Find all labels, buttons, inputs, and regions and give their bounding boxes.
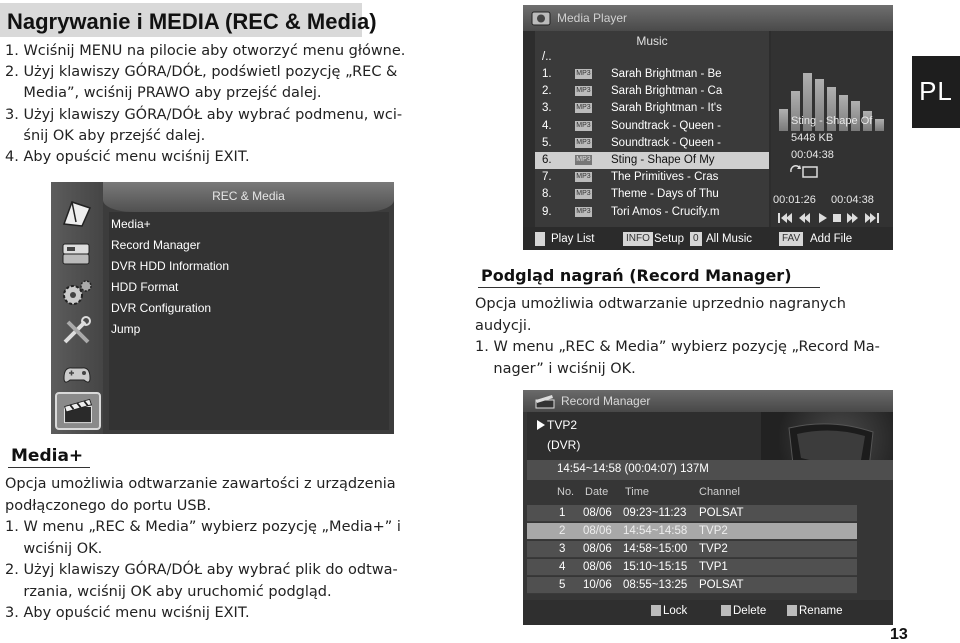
music-row-number: 5.: [542, 136, 552, 149]
clapperboard-icon[interactable]: [55, 392, 101, 430]
music-row[interactable]: [535, 204, 769, 221]
gamepad-icon: [60, 358, 94, 388]
recording-time: 14:58~15:00: [623, 543, 688, 555]
file-size: 5448 KB: [791, 132, 834, 144]
recording-number: 3: [559, 543, 566, 555]
media-plus-line: wciśnij OK.: [5, 540, 103, 557]
rec-menu-item-label: HDD Format: [111, 280, 179, 294]
info-key[interactable]: INFO: [623, 232, 653, 246]
column-header-date: Date: [585, 486, 609, 498]
music-file-list: [535, 31, 769, 227]
recording-time: 08:55~13:25: [623, 579, 688, 591]
lock-key-icon: [651, 605, 661, 616]
recording-channel: TVP1: [699, 561, 728, 573]
music-row-title: Sarah Brightman - It's: [611, 102, 722, 115]
column-header-no: No.: [557, 486, 575, 498]
table-row[interactable]: [527, 505, 857, 522]
record-manager-screenshot: [523, 390, 893, 625]
clapperboard-icon: [533, 393, 557, 409]
intro-step-line: 2. Użyj klawiszy GÓRA/DÓŁ, podświetl pozycję „REC &: [5, 64, 398, 81]
music-row-title: Sarah Brightman - Be: [611, 68, 722, 80]
channel-list-icon: [60, 238, 94, 268]
rec-menu-item-label: DVR Configuration: [111, 301, 212, 315]
delete-key-icon: [721, 605, 731, 616]
music-row-title: Sarah Brightman - Ca: [611, 85, 723, 98]
recording-date: 08/06: [583, 525, 612, 537]
record-manager-footer: [523, 600, 893, 625]
table-row[interactable]: [527, 559, 857, 576]
rec-media-screenshot: [51, 182, 394, 434]
track-duration: 00:04:38: [791, 149, 834, 161]
rename-button[interactable]: Rename: [799, 605, 843, 617]
recording-channel: POLSAT: [699, 507, 744, 519]
table-row[interactable]: [527, 577, 857, 594]
fav-key[interactable]: FAV: [779, 232, 803, 246]
music-row-title: Soundtrack - Queen -: [611, 136, 721, 149]
music-row-number: 4.: [542, 119, 552, 132]
rec-menu-list: [109, 212, 389, 430]
delete-button[interactable]: Delete: [733, 605, 767, 617]
recording-number: 5: [559, 579, 566, 591]
mp3-badge-icon: MP3: [576, 207, 591, 215]
spectrum-bar: [875, 119, 884, 131]
music-row-title: Tori Amos - Crucify.m: [611, 205, 720, 218]
music-row-number: 1.: [542, 68, 552, 80]
mp3-badge-icon: MP3: [576, 138, 591, 146]
recording-date: 08/06: [583, 561, 612, 573]
mp3-badge-icon: MP3: [576, 121, 591, 129]
heading-box: [0, 3, 377, 37]
mp3-badge-icon: MP3: [576, 70, 591, 77]
rec-menu-title: REC & Media: [212, 189, 285, 203]
record-manager-title: Record Manager: [561, 394, 651, 408]
transport-controls[interactable]: [777, 212, 889, 224]
music-row[interactable]: [535, 118, 769, 135]
music-row-number: 7.: [542, 171, 552, 184]
rec-menu-item-label: Media+: [111, 217, 151, 231]
mp3-badge-icon: MP3: [576, 173, 591, 181]
media-player-screenshot: [523, 5, 893, 250]
media-plus-line: Opcja umożliwia odtwarzanie zawartości z urządzenia: [5, 476, 396, 492]
recording-channel: TVP2: [699, 525, 728, 537]
language-tab-label: PL: [919, 76, 953, 106]
record-manager-line: nager” i wciśnij OK.: [475, 360, 636, 377]
recordings-table: [527, 486, 857, 596]
record-manager-line: audycji.: [475, 317, 532, 334]
music-row-number: 3.: [542, 102, 552, 115]
preview-time-bar: [527, 460, 893, 480]
preview-dvr-tag: (DVR): [547, 438, 581, 452]
recording-time: 14:54~14:58: [623, 525, 688, 537]
language-tab: [912, 56, 960, 128]
rec-menu-item-label: DVR HDD Information: [111, 259, 230, 273]
music-row[interactable]: [535, 152, 769, 169]
media-player-titlebar: [523, 5, 893, 31]
media-player-title: Media Player: [557, 11, 628, 25]
spectrum-bar: [779, 109, 788, 131]
intro-step-line: 1. Wciśnij MENU na pilocie aby otworzyć menu główne.: [5, 43, 406, 59]
setup-button[interactable]: Setup: [654, 233, 685, 245]
column-header-time: Time: [625, 486, 650, 498]
rec-menu-item-label: Jump: [111, 322, 141, 336]
intro-step-line: 3. Użyj klawiszy GÓRA/DÓŁ aby wybrać podmenu, wci-: [5, 106, 403, 123]
page-number: 13: [890, 626, 908, 643]
now-playing-title: Sting - Shape Of: [791, 115, 873, 127]
music-row[interactable]: [535, 66, 769, 83]
music-row-number: 2.: [542, 85, 552, 98]
media-plus-line: 2. Użyj klawiszy GÓRA/DÓŁ aby wybrać plik do odtwa-: [5, 562, 398, 578]
now-playing-panel: [771, 31, 893, 227]
play-arrow-icon: [537, 420, 545, 430]
recording-channel: POLSAT: [699, 579, 744, 591]
mp3-badge-icon: MP3: [576, 87, 591, 95]
media-plus-heading: Media+: [11, 446, 84, 466]
music-row-title: The Primitives - Cras: [611, 171, 719, 184]
elapsed-time: 00:01:26: [773, 194, 816, 206]
column-header-channel: Channel: [699, 486, 740, 498]
music-row[interactable]: [535, 100, 769, 117]
gears-icon: [60, 278, 94, 308]
music-row-title: Soundtrack - Queen -: [611, 119, 721, 132]
lock-button[interactable]: Lock: [663, 605, 688, 617]
media-player-icon: [531, 9, 551, 27]
intro-step-line: śnij OK aby przejść dalej.: [5, 127, 206, 144]
music-row[interactable]: [535, 186, 769, 203]
recording-date: 08/06: [583, 543, 612, 555]
record-manager-description: [475, 294, 915, 380]
intro-steps: [5, 41, 465, 168]
recording-time: 15:10~15:15: [623, 561, 688, 573]
intro-step-line: 4. Aby opuścić menu wciśnij EXIT.: [5, 149, 250, 166]
mp3-badge-icon: MP3: [576, 190, 591, 198]
record-manager-line: Opcja umożliwia odtwarzanie uprzednio nagranych: [475, 296, 846, 312]
media-plus-description: [5, 474, 460, 625]
recording-time: 09:23~11:23: [623, 507, 687, 519]
recording-number: 1: [559, 507, 566, 519]
recording-date: 08/06: [583, 507, 612, 519]
music-row-number: 8.: [542, 188, 552, 201]
record-manager-heading: Podgląd nagrań (Record Manager): [481, 266, 792, 285]
music-row[interactable]: [535, 83, 769, 100]
rename-key-icon: [787, 605, 797, 616]
music-row[interactable]: [535, 169, 769, 186]
media-player-footer: [523, 227, 893, 250]
table-row[interactable]: [527, 541, 857, 558]
recording-number: 2: [559, 525, 566, 537]
rec-menu-header: [103, 182, 394, 212]
music-row-number: 9.: [542, 205, 552, 218]
preview-time-info: 14:54~14:58 (00:04:07) 137M: [557, 463, 709, 475]
recording-date: 10/06: [583, 579, 612, 591]
zero-key[interactable]: 0: [690, 232, 702, 246]
record-manager-line: 1. W menu „REC & Media” wybierz pozycję „Record Ma-: [475, 339, 880, 355]
media-plus-line: 1. W menu „REC & Media” wybierz pozycję „Media+” i: [5, 519, 401, 535]
parent-directory-label: /..: [542, 51, 552, 63]
music-row-title: Theme - Days of Thu: [611, 188, 719, 201]
media-plus-line: 3. Aby opuścić menu wciśnij EXIT.: [5, 605, 250, 621]
play-list-key-icon: [535, 232, 545, 246]
music-row-title: Sting - Shape Of My: [611, 154, 715, 166]
record-manager-heading-rule: [478, 287, 820, 288]
media-plus-line: rzania, wciśnij OK aby uruchomić podgląd.: [5, 583, 332, 600]
rec-menu-item-label: Record Manager: [111, 238, 201, 252]
music-row-number: 6.: [542, 154, 552, 166]
installation-icon: [60, 198, 94, 228]
parent-directory-row[interactable]: [535, 49, 769, 66]
preview-channel: TVP2: [547, 418, 578, 432]
all-music-button[interactable]: All Music: [706, 233, 753, 245]
recording-number: 4: [559, 561, 566, 573]
record-manager-titlebar: [523, 390, 893, 412]
tools-icon: [60, 316, 94, 346]
page-heading: Nagrywanie i MEDIA (REC & Media): [7, 9, 377, 34]
music-list-header: Music: [636, 34, 668, 48]
repeat-folder-icon: [789, 163, 819, 179]
play-list-button[interactable]: Play List: [551, 233, 595, 245]
table-row[interactable]: [527, 523, 857, 540]
mp3-badge-icon: MP3: [576, 104, 591, 112]
total-time: 00:04:38: [831, 194, 874, 206]
rec-icon-bar: [51, 182, 103, 434]
recording-channel: TVP2: [699, 543, 728, 555]
intro-step-line: Media”, wciśnij PRAWO aby przejść dalej.: [5, 85, 322, 102]
media-plus-line: podłączonego do portu USB.: [5, 497, 212, 514]
media-plus-heading-rule: [8, 467, 90, 468]
mp3-badge-icon: MP3: [576, 156, 591, 163]
music-row[interactable]: [535, 135, 769, 152]
add-file-button[interactable]: Add File: [810, 233, 853, 245]
